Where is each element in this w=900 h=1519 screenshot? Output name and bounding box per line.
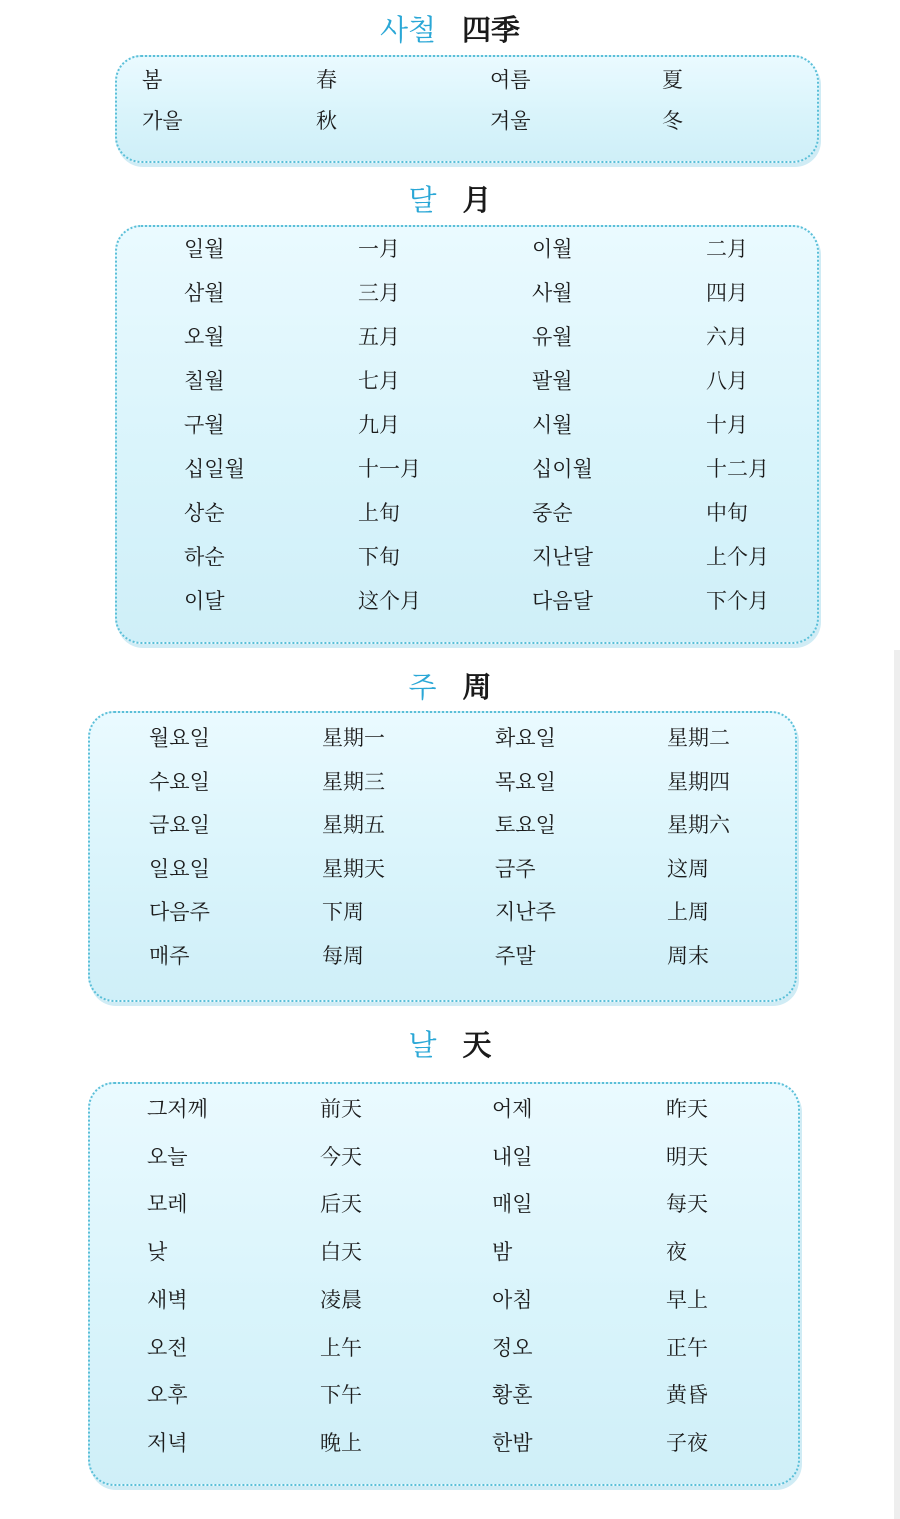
chinese-word: 每天 [666, 1192, 708, 1217]
chinese-word: 昨天 [666, 1097, 708, 1121]
vocab-box-months [115, 225, 819, 644]
korean-word: 칠월 [184, 369, 225, 393]
korean-word: 유월 [532, 325, 573, 349]
chinese-word: 四月 [706, 281, 748, 305]
korean-word: 오후 [147, 1383, 188, 1408]
chinese-word: 前天 [320, 1097, 362, 1121]
chinese-word: 六月 [706, 325, 748, 349]
korean-word: 주말 [495, 944, 536, 968]
chinese-word: 三月 [358, 281, 400, 305]
chinese-word: 这个月 [358, 589, 421, 613]
section-title-days [0, 1023, 900, 1064]
section-title-months [0, 178, 900, 219]
chinese-word: 夜 [666, 1240, 687, 1265]
korean-word: 팔월 [532, 369, 573, 393]
page-edge [894, 650, 900, 1519]
title-korean: 날 [408, 1028, 437, 1062]
chinese-word: 十二月 [706, 457, 769, 481]
korean-word: 봄 [142, 68, 163, 92]
chinese-word: 二月 [706, 237, 748, 261]
chinese-word: 晚上 [320, 1430, 362, 1455]
korean-word: 매일 [492, 1192, 533, 1217]
title-korean: 사철 [379, 13, 436, 47]
korean-word: 십이월 [532, 457, 593, 481]
korean-word: 수요일 [149, 769, 210, 794]
korean-word: 한밤 [492, 1430, 533, 1455]
korean-word: 지난주 [495, 900, 556, 925]
korean-word: 그저께 [147, 1097, 208, 1121]
korean-word: 황혼 [492, 1383, 533, 1408]
korean-word: 오늘 [147, 1144, 188, 1169]
title-korean: 달 [408, 183, 437, 217]
korean-word: 새벽 [147, 1287, 188, 1312]
chinese-word: 下个月 [706, 589, 769, 613]
chinese-word: 九月 [358, 413, 400, 437]
korean-word: 밤 [492, 1240, 513, 1265]
section-title-seasons [0, 8, 900, 49]
korean-word: 여름 [490, 68, 531, 92]
chinese-word: 星期五 [322, 813, 385, 838]
korean-word: 월요일 [149, 726, 210, 750]
korean-word: 십일월 [184, 457, 245, 481]
chinese-word: 十月 [706, 413, 748, 437]
chinese-word: 早上 [666, 1287, 708, 1312]
title-korean: 주 [408, 670, 437, 704]
vocab-box-weeks [88, 711, 797, 1002]
korean-word: 사월 [532, 281, 573, 305]
chinese-word: 每周 [322, 944, 364, 968]
chinese-word: 周末 [667, 944, 709, 968]
korean-word: 이월 [532, 237, 573, 261]
korean-word: 일월 [184, 237, 225, 261]
title-chinese: 月 [462, 183, 492, 217]
chinese-word: 星期天 [322, 856, 385, 881]
chinese-word: 下午 [320, 1383, 362, 1408]
korean-word: 구월 [184, 413, 225, 437]
chinese-word: 中旬 [706, 501, 748, 525]
korean-word: 토요일 [495, 813, 556, 838]
korean-word: 내일 [492, 1144, 533, 1169]
chinese-word: 上个月 [706, 545, 769, 569]
korean-word: 아침 [492, 1287, 533, 1312]
chinese-word: 一月 [358, 237, 400, 261]
korean-word: 다음달 [532, 589, 593, 613]
chinese-word: 明天 [666, 1144, 708, 1169]
korean-word: 하순 [184, 545, 225, 569]
chinese-word: 星期三 [322, 769, 385, 794]
korean-word: 지난달 [532, 545, 593, 569]
chinese-word: 黄昏 [666, 1383, 708, 1408]
vocab-box-seasons [115, 55, 819, 163]
chinese-word: 子夜 [666, 1430, 708, 1455]
korean-word: 저녁 [147, 1430, 188, 1455]
chinese-word: 上周 [667, 900, 709, 925]
korean-word: 어제 [492, 1097, 533, 1121]
chinese-word: 星期六 [667, 813, 730, 838]
chinese-word: 秋 [316, 109, 337, 133]
korean-word: 매주 [149, 944, 190, 968]
korean-word: 삼월 [184, 281, 225, 305]
title-chinese: 周 [462, 670, 492, 704]
chinese-word: 下旬 [358, 545, 400, 569]
korean-word: 오월 [184, 325, 225, 349]
korean-word: 오전 [147, 1335, 188, 1360]
korean-word: 상순 [184, 501, 225, 525]
korean-word: 정오 [492, 1335, 533, 1360]
korean-word: 시월 [532, 413, 573, 437]
chinese-word: 今天 [320, 1144, 362, 1169]
title-chinese: 天 [462, 1028, 492, 1062]
korean-word: 모레 [147, 1192, 188, 1217]
chinese-word: 冬 [662, 109, 683, 133]
chinese-word: 凌晨 [320, 1287, 362, 1312]
korean-word: 일요일 [149, 856, 210, 881]
chinese-word: 正午 [666, 1335, 708, 1360]
korean-word: 중순 [532, 501, 573, 525]
chinese-word: 星期一 [322, 726, 385, 750]
korean-word: 다음주 [149, 900, 210, 925]
chinese-word: 十一月 [358, 457, 421, 481]
chinese-word: 后天 [320, 1192, 362, 1217]
korean-word: 금주 [495, 856, 536, 881]
korean-word: 금요일 [149, 813, 210, 838]
chinese-word: 五月 [358, 325, 400, 349]
chinese-word: 上午 [320, 1335, 362, 1360]
title-chinese: 四季 [462, 13, 521, 47]
korean-word: 겨울 [490, 109, 531, 133]
section-title-weeks [0, 665, 900, 706]
korean-word: 낮 [147, 1240, 168, 1265]
chinese-word: 白天 [320, 1240, 362, 1265]
chinese-word: 这周 [667, 856, 709, 881]
chinese-word: 春 [316, 68, 337, 92]
chinese-word: 上旬 [358, 501, 400, 525]
chinese-word: 夏 [662, 68, 683, 92]
chinese-word: 八月 [706, 369, 748, 393]
korean-word: 이달 [184, 589, 225, 613]
korean-word: 가을 [142, 109, 183, 133]
korean-word: 목요일 [495, 769, 556, 794]
chinese-word: 七月 [358, 369, 400, 393]
chinese-word: 下周 [322, 900, 364, 925]
vocab-box-days [88, 1082, 800, 1486]
chinese-word: 星期四 [667, 769, 730, 794]
korean-word: 화요일 [495, 726, 556, 750]
chinese-word: 星期二 [667, 726, 730, 750]
